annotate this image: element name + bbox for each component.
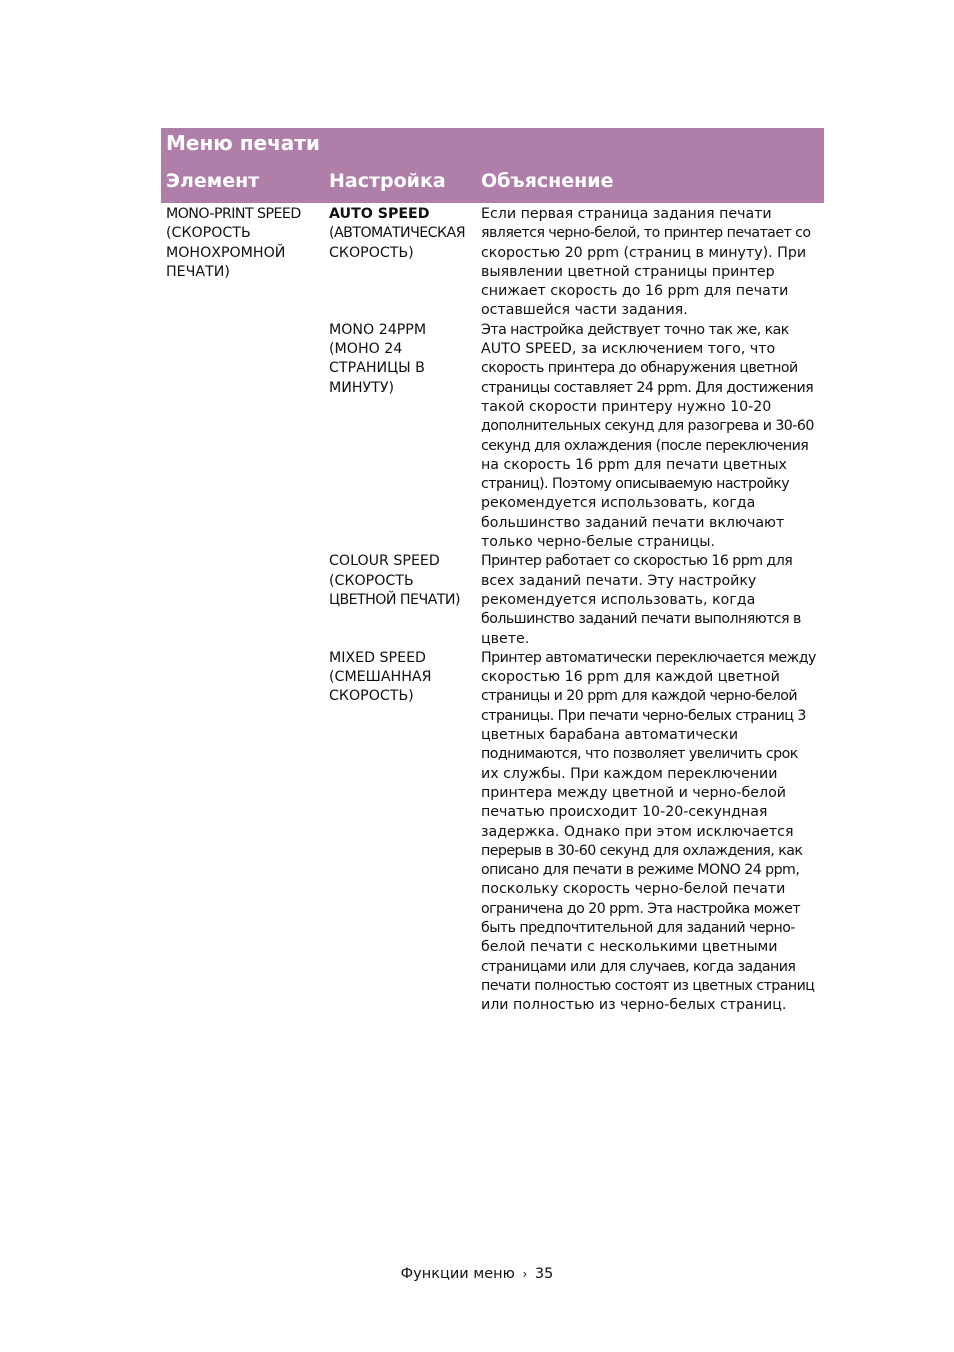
- setting-text-line: СКОРОСТЬ): [329, 688, 414, 705]
- setting-text-line: ЦВЕТНОЙ ПЕЧАТИ): [329, 591, 460, 608]
- item-cell: [161, 205, 324, 321]
- explanation-line: страницами или для случаев, когда задания: [481, 958, 796, 975]
- explanation-line: белой печати с несколькими цветными: [481, 939, 778, 956]
- column-header-explanation: Объяснение: [481, 170, 614, 192]
- column-header-item: Элемент: [166, 170, 260, 192]
- explanation-line: снижает скорость до 16 ppm для печати: [481, 283, 789, 300]
- explanation-line: цветных барабана автоматически: [481, 727, 739, 744]
- explanation-line: принтера между цветной и черно-белой: [481, 784, 786, 801]
- print-menu-table: [161, 128, 824, 1015]
- explanation-line: страниц). Поэтому описываемую настройку: [481, 476, 790, 493]
- explanation-line: описано для печати в режиме MONO 24 ppm,: [481, 862, 800, 879]
- explanation-line: поскольку скорость черно-белой печати: [481, 881, 786, 898]
- explanation-cell: [476, 552, 824, 648]
- explanation-line: всех заданий печати. Эту настройку: [481, 572, 757, 589]
- item-text-line: МОНОХРОМНОЙ: [166, 244, 286, 261]
- explanation-line: печати полностью состоят из цветных страниц: [481, 977, 815, 994]
- setting-text-line: СТРАНИЦЫ В: [329, 360, 425, 377]
- explanation-line: является черно-белой, то принтер печатает со: [481, 225, 811, 242]
- page-footer: [0, 1264, 954, 1284]
- explanation-line: скоростью 16 ppm для каждой цветной: [481, 669, 780, 686]
- table-header: [161, 128, 824, 203]
- column-header-setting: Настройка: [329, 170, 446, 192]
- explanation-line: их службы. При каждом переключении: [481, 765, 778, 782]
- setting-default-value: AUTO SPEED: [329, 206, 430, 222]
- explanation-line: дополнительных секунд для разогрева и 30-60: [481, 418, 814, 435]
- explanation-line: Эта настройка действует точно так же, как: [481, 321, 789, 338]
- explanation-line: скоростью 20 ppm (страниц в минуту). При: [481, 244, 807, 261]
- setting-text-line: MONO 24PPM: [329, 321, 427, 338]
- item-cell-empty: [161, 321, 324, 553]
- explanation-line: оставшейся части задания.: [481, 302, 688, 319]
- setting-text-line: COLOUR SPEED: [329, 553, 440, 570]
- explanation-line: рекомендуется использовать, когда: [481, 495, 756, 512]
- setting-text-line: (МОНО 24: [329, 341, 403, 358]
- explanation-cell: [476, 205, 824, 321]
- setting-cell: [324, 552, 476, 648]
- setting-text-line: (АВТОМАТИЧЕСКАЯ: [329, 225, 466, 242]
- explanation-line: большинство заданий печати включают: [481, 514, 785, 531]
- item-text-line: (СКОРОСТЬ: [166, 225, 251, 242]
- item-text-line: MONO-PRINT SPEED: [166, 206, 301, 222]
- setting-text-line: МИНУТУ): [329, 379, 395, 396]
- explanation-cell: [476, 321, 824, 553]
- explanation-line: на скорость 16 ppm для печати цветных: [481, 456, 787, 473]
- footer-section-title: Функции меню: [400, 1266, 515, 1282]
- explanation-line: выявлении цветной страницы принтер: [481, 263, 775, 280]
- explanation-line: страницы. При печати черно-белых страниц 3: [481, 707, 806, 724]
- page-number: 35: [534, 1266, 554, 1282]
- explanation-line: секунд для охлаждения (после переключения: [481, 437, 809, 454]
- explanation-line: AUTO SPEED, за исключением того, что: [481, 341, 776, 358]
- explanation-line: Если первая страница задания печати: [481, 206, 772, 222]
- explanation-cell: [476, 649, 824, 1016]
- explanation-line: задержка. Однако при этом исключается: [481, 823, 794, 840]
- footer-separator-chevron-icon: ›: [522, 1267, 528, 1281]
- table-row-colour-speed: [161, 552, 824, 648]
- setting-cell: [324, 321, 476, 553]
- explanation-line: только черно-белые страницы.: [481, 534, 715, 551]
- explanation-line: страницы составляет 24 ppm. Для достижения: [481, 379, 814, 396]
- setting-cell: [324, 649, 476, 1016]
- explanation-line: или полностью из черно-белых страниц.: [481, 997, 787, 1014]
- explanation-line: Принтер автоматически переключается между: [481, 649, 816, 666]
- table-title: Меню печати: [166, 131, 320, 155]
- explanation-line: быть предпочтительной для заданий черно-: [481, 919, 795, 936]
- explanation-line: перерыв в 30-60 секунд для охлаждения, как: [481, 842, 803, 859]
- explanation-line: рекомендуется использовать, когда: [481, 591, 756, 608]
- table-row-mono-24ppm: [161, 321, 824, 553]
- explanation-line: такой скорости принтеру нужно 10-20: [481, 398, 772, 415]
- explanation-line: Принтер работает со скоростью 16 ppm для: [481, 553, 793, 570]
- setting-cell: [324, 205, 476, 321]
- item-text-line: ПЕЧАТИ): [166, 263, 230, 280]
- setting-text-line: СКОРОСТЬ): [329, 244, 414, 261]
- explanation-line: печатью происходит 10-20-секундная: [481, 804, 768, 821]
- explanation-line: страницы и 20 ppm для каждой черно-белой: [481, 688, 798, 705]
- setting-text-line: (СМЕШАННАЯ: [329, 669, 432, 686]
- table-body: [161, 203, 824, 1015]
- table-row-mixed-speed: [161, 649, 824, 1016]
- explanation-line: цвете.: [481, 630, 530, 647]
- explanation-line: ограничена до 20 ppm. Эта настройка может: [481, 900, 801, 917]
- explanation-line: поднимаются, что позволяет увеличить срок: [481, 746, 798, 763]
- explanation-line: скорость принтера до обнаружения цветной: [481, 360, 798, 377]
- setting-text-line: MIXED SPEED: [329, 649, 426, 666]
- setting-text-line: (СКОРОСТЬ: [329, 572, 414, 589]
- explanation-line: большинство заданий печати выполняются в: [481, 611, 801, 628]
- item-cell-empty: [161, 649, 324, 1016]
- table-row-auto-speed: [161, 205, 824, 321]
- item-cell-empty: [161, 552, 324, 648]
